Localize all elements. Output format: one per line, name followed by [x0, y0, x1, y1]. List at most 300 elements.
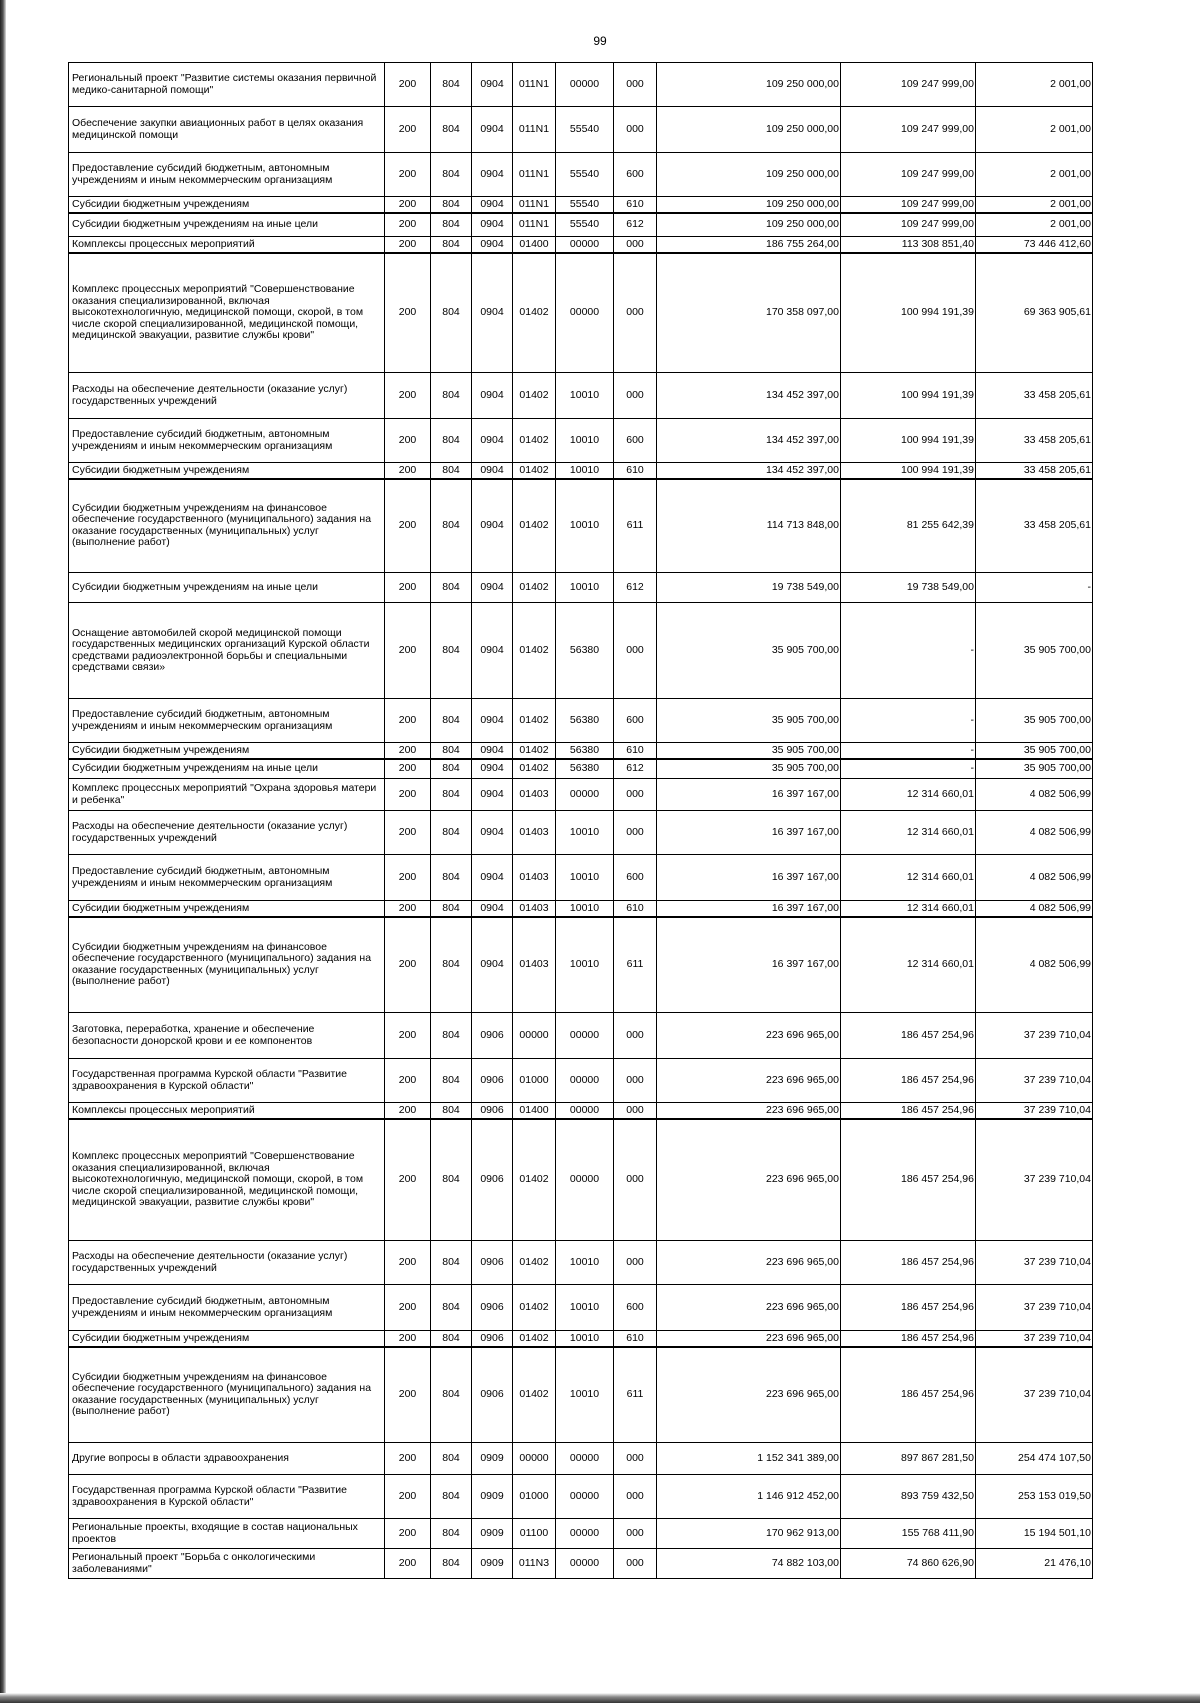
grbs-code-cell: 804: [431, 811, 472, 855]
executed-amount-cell: -: [841, 743, 976, 759]
grbs-code-cell: 804: [431, 1059, 472, 1103]
planned-amount-cell: 223 696 965,00: [657, 1285, 841, 1331]
planned-amount-cell: 109 250 000,00: [657, 63, 841, 107]
section-code-cell: 0906: [472, 1119, 513, 1241]
direction-code-cell: 55540: [556, 153, 614, 197]
grbs-code-cell: 804: [431, 1475, 472, 1519]
planned-amount-cell: 16 397 167,00: [657, 811, 841, 855]
expense-type-cell: 000: [614, 1475, 657, 1519]
row-name-cell: Государственная программа Курской области "Развитие здравоохранения в Курской области": [69, 1475, 385, 1519]
direction-code-cell: 55540: [556, 197, 614, 213]
executed-amount-cell: 12 314 660,01: [841, 779, 976, 811]
table-row: [69, 1059, 1093, 1103]
table-row: [69, 479, 1093, 573]
table-row: [69, 573, 1093, 603]
admin-code-cell: 200: [385, 811, 431, 855]
expense-type-cell: 000: [614, 1519, 657, 1549]
admin-code-cell: 200: [385, 107, 431, 153]
table-row: [69, 1103, 1093, 1119]
grbs-code-cell: 804: [431, 1119, 472, 1241]
direction-code-cell: 10010: [556, 373, 614, 419]
executed-amount-cell: 113 308 851,40: [841, 237, 976, 253]
grbs-code-cell: 804: [431, 237, 472, 253]
program-code-cell: 01402: [513, 573, 556, 603]
grbs-code-cell: 804: [431, 1519, 472, 1549]
grbs-code-cell: 804: [431, 603, 472, 699]
admin-code-cell: 200: [385, 1059, 431, 1103]
planned-amount-cell: 223 696 965,00: [657, 1119, 841, 1241]
table-row: [69, 1443, 1093, 1475]
admin-code-cell: 200: [385, 603, 431, 699]
row-name-cell: Субсидии бюджетным учреждениям: [69, 743, 385, 759]
grbs-code-cell: 804: [431, 917, 472, 1013]
section-code-cell: 0904: [472, 901, 513, 917]
expense-type-cell: 000: [614, 1059, 657, 1103]
direction-code-cell: 10010: [556, 1331, 614, 1347]
program-code-cell: 011N1: [513, 63, 556, 107]
direction-code-cell: 10010: [556, 917, 614, 1013]
expense-type-cell: 610: [614, 463, 657, 479]
table-row: [69, 779, 1093, 811]
grbs-code-cell: 804: [431, 573, 472, 603]
direction-code-cell: 55540: [556, 213, 614, 237]
row-name-cell: Расходы на обеспечение деятельности (оказание услуг) государственных учреждений: [69, 1241, 385, 1285]
remaining-amount-cell: 35 905 700,00: [976, 759, 1093, 779]
executed-amount-cell: 893 759 432,50: [841, 1475, 976, 1519]
section-code-cell: 0904: [472, 917, 513, 1013]
direction-code-cell: 10010: [556, 855, 614, 901]
expense-type-cell: 611: [614, 917, 657, 1013]
direction-code-cell: 00000: [556, 253, 614, 373]
admin-code-cell: 200: [385, 779, 431, 811]
program-code-cell: 01402: [513, 603, 556, 699]
scan-edge-left: [0, 0, 6, 1703]
direction-code-cell: 10010: [556, 573, 614, 603]
section-code-cell: 0904: [472, 855, 513, 901]
direction-code-cell: 10010: [556, 901, 614, 917]
budget-table: [68, 62, 1093, 1579]
section-code-cell: 0906: [472, 1013, 513, 1059]
grbs-code-cell: 804: [431, 1347, 472, 1443]
table-row: [69, 237, 1093, 253]
program-code-cell: 01402: [513, 743, 556, 759]
expense-type-cell: 000: [614, 603, 657, 699]
executed-amount-cell: 12 314 660,01: [841, 855, 976, 901]
grbs-code-cell: 804: [431, 373, 472, 419]
program-code-cell: 01400: [513, 1103, 556, 1119]
admin-code-cell: 200: [385, 1331, 431, 1347]
row-name-cell: Субсидии бюджетным учреждениям: [69, 197, 385, 213]
expense-type-cell: 600: [614, 419, 657, 463]
remaining-amount-cell: 37 239 710,04: [976, 1347, 1093, 1443]
table-row: [69, 253, 1093, 373]
program-code-cell: 01402: [513, 1241, 556, 1285]
direction-code-cell: 56380: [556, 699, 614, 743]
remaining-amount-cell: 2 001,00: [976, 107, 1093, 153]
remaining-amount-cell: 33 458 205,61: [976, 373, 1093, 419]
planned-amount-cell: 16 397 167,00: [657, 855, 841, 901]
expense-type-cell: 000: [614, 253, 657, 373]
program-code-cell: 01400: [513, 237, 556, 253]
program-code-cell: 011N1: [513, 107, 556, 153]
executed-amount-cell: 19 738 549,00: [841, 573, 976, 603]
remaining-amount-cell: 37 239 710,04: [976, 1241, 1093, 1285]
table-row: [69, 901, 1093, 917]
section-code-cell: 0906: [472, 1347, 513, 1443]
expense-type-cell: 612: [614, 573, 657, 603]
grbs-code-cell: 804: [431, 479, 472, 573]
expense-type-cell: 600: [614, 855, 657, 901]
row-name-cell: Субсидии бюджетным учреждениям на финансовое обеспечение государственного (муниципального) задания на оказание государственных (муниципальных) услуг (выполнение работ): [69, 1347, 385, 1443]
row-name-cell: Региональный проект "Развитие системы оказания первичной медико-санитарной помощи": [69, 63, 385, 107]
grbs-code-cell: 804: [431, 107, 472, 153]
remaining-amount-cell: 37 239 710,04: [976, 1013, 1093, 1059]
planned-amount-cell: 223 696 965,00: [657, 1103, 841, 1119]
program-code-cell: 01100: [513, 1519, 556, 1549]
expense-type-cell: 000: [614, 1241, 657, 1285]
executed-amount-cell: 186 457 254,96: [841, 1013, 976, 1059]
expense-type-cell: 000: [614, 811, 657, 855]
section-code-cell: 0906: [472, 1059, 513, 1103]
remaining-amount-cell: 33 458 205,61: [976, 463, 1093, 479]
row-name-cell: Предоставление субсидий бюджетным, автономным учреждениям и иным некоммерческим организациям: [69, 153, 385, 197]
row-name-cell: Комплексы процессных мероприятий: [69, 237, 385, 253]
planned-amount-cell: 1 146 912 452,00: [657, 1475, 841, 1519]
row-name-cell: Другие вопросы в области здравоохранения: [69, 1443, 385, 1475]
admin-code-cell: 200: [385, 1475, 431, 1519]
executed-amount-cell: 100 994 191,39: [841, 419, 976, 463]
admin-code-cell: 200: [385, 1285, 431, 1331]
grbs-code-cell: 804: [431, 63, 472, 107]
executed-amount-cell: 186 457 254,96: [841, 1059, 976, 1103]
section-code-cell: 0904: [472, 759, 513, 779]
program-code-cell: 01000: [513, 1059, 556, 1103]
direction-code-cell: 10010: [556, 811, 614, 855]
admin-code-cell: 200: [385, 153, 431, 197]
table-row: [69, 759, 1093, 779]
admin-code-cell: 200: [385, 479, 431, 573]
planned-amount-cell: 19 738 549,00: [657, 573, 841, 603]
section-code-cell: 0904: [472, 253, 513, 373]
program-code-cell: 011N1: [513, 197, 556, 213]
grbs-code-cell: 804: [431, 699, 472, 743]
expense-type-cell: 000: [614, 1443, 657, 1475]
planned-amount-cell: 223 696 965,00: [657, 1347, 841, 1443]
admin-code-cell: 200: [385, 419, 431, 463]
table-row: [69, 419, 1093, 463]
expense-type-cell: 000: [614, 779, 657, 811]
section-code-cell: 0909: [472, 1549, 513, 1579]
remaining-amount-cell: 4 082 506,99: [976, 811, 1093, 855]
grbs-code-cell: 804: [431, 213, 472, 237]
remaining-amount-cell: 37 239 710,04: [976, 1103, 1093, 1119]
grbs-code-cell: 804: [431, 1443, 472, 1475]
table-row: [69, 743, 1093, 759]
expense-type-cell: 000: [614, 63, 657, 107]
admin-code-cell: 200: [385, 759, 431, 779]
executed-amount-cell: 12 314 660,01: [841, 917, 976, 1013]
row-name-cell: Субсидии бюджетным учреждениям на иные цели: [69, 759, 385, 779]
grbs-code-cell: 804: [431, 253, 472, 373]
section-code-cell: 0904: [472, 603, 513, 699]
section-code-cell: 0904: [472, 699, 513, 743]
row-name-cell: Государственная программа Курской области "Развитие здравоохранения в Курской области": [69, 1059, 385, 1103]
program-code-cell: 01402: [513, 1331, 556, 1347]
executed-amount-cell: 109 247 999,00: [841, 213, 976, 237]
admin-code-cell: 200: [385, 1013, 431, 1059]
executed-amount-cell: 109 247 999,00: [841, 153, 976, 197]
direction-code-cell: 00000: [556, 1119, 614, 1241]
remaining-amount-cell: 33 458 205,61: [976, 479, 1093, 573]
expense-type-cell: 600: [614, 699, 657, 743]
expense-type-cell: 000: [614, 237, 657, 253]
direction-code-cell: 00000: [556, 779, 614, 811]
executed-amount-cell: -: [841, 603, 976, 699]
section-code-cell: 0906: [472, 1285, 513, 1331]
executed-amount-cell: 186 457 254,96: [841, 1119, 976, 1241]
section-code-cell: 0904: [472, 373, 513, 419]
row-name-cell: Субсидии бюджетным учреждениям: [69, 463, 385, 479]
expense-type-cell: 000: [614, 373, 657, 419]
grbs-code-cell: 804: [431, 197, 472, 213]
planned-amount-cell: 170 358 097,00: [657, 253, 841, 373]
planned-amount-cell: 134 452 397,00: [657, 463, 841, 479]
program-code-cell: 01000: [513, 1475, 556, 1519]
grbs-code-cell: 804: [431, 1285, 472, 1331]
row-name-cell: Оснащение автомобилей скорой медицинской помощи государственных медицинских организаций Курской области средствами радиоэлектронной борьбы и специальными средствами связи»: [69, 603, 385, 699]
section-code-cell: 0906: [472, 1241, 513, 1285]
row-name-cell: Комплекс процессных мероприятий "Совершенствование оказания специализированной, включая высокотехнологичную, медицинской помощи, скорой, в том числе скорой специализированной, медицинской помощи, медицинской эвакуации, развитие службы крови": [69, 253, 385, 373]
executed-amount-cell: 12 314 660,01: [841, 811, 976, 855]
row-name-cell: Расходы на обеспечение деятельности (оказание услуг) государственных учреждений: [69, 811, 385, 855]
expense-type-cell: 000: [614, 1119, 657, 1241]
remaining-amount-cell: 33 458 205,61: [976, 419, 1093, 463]
admin-code-cell: 200: [385, 373, 431, 419]
expense-type-cell: 000: [614, 1013, 657, 1059]
admin-code-cell: 200: [385, 1119, 431, 1241]
direction-code-cell: 56380: [556, 759, 614, 779]
admin-code-cell: 200: [385, 699, 431, 743]
direction-code-cell: 56380: [556, 743, 614, 759]
row-name-cell: Региональные проекты, входящие в состав национальных проектов: [69, 1519, 385, 1549]
table-row: [69, 63, 1093, 107]
remaining-amount-cell: 37 239 710,04: [976, 1119, 1093, 1241]
grbs-code-cell: 804: [431, 1103, 472, 1119]
expense-type-cell: 611: [614, 479, 657, 573]
section-code-cell: 0904: [472, 197, 513, 213]
executed-amount-cell: 186 457 254,96: [841, 1103, 976, 1119]
direction-code-cell: 00000: [556, 1475, 614, 1519]
row-name-cell: Субсидии бюджетным учреждениям: [69, 901, 385, 917]
direction-code-cell: 10010: [556, 479, 614, 573]
table-row: [69, 699, 1093, 743]
admin-code-cell: 200: [385, 855, 431, 901]
grbs-code-cell: 804: [431, 1549, 472, 1579]
expense-type-cell: 612: [614, 213, 657, 237]
program-code-cell: 01403: [513, 855, 556, 901]
direction-code-cell: 00000: [556, 237, 614, 253]
program-code-cell: 01402: [513, 479, 556, 573]
table-row: [69, 1347, 1093, 1443]
direction-code-cell: 56380: [556, 603, 614, 699]
row-name-cell: Субсидии бюджетным учреждениям на финансовое обеспечение государственного (муниципального) задания на оказание государственных (муниципальных) услуг (выполнение работ): [69, 917, 385, 1013]
executed-amount-cell: 81 255 642,39: [841, 479, 976, 573]
executed-amount-cell: 74 860 626,90: [841, 1549, 976, 1579]
planned-amount-cell: 35 905 700,00: [657, 759, 841, 779]
executed-amount-cell: 109 247 999,00: [841, 63, 976, 107]
section-code-cell: 0904: [472, 107, 513, 153]
direction-code-cell: 10010: [556, 1347, 614, 1443]
program-code-cell: 01403: [513, 811, 556, 855]
remaining-amount-cell: 4 082 506,99: [976, 855, 1093, 901]
direction-code-cell: 00000: [556, 1549, 614, 1579]
row-name-cell: Заготовка, переработка, хранение и обеспечение безопасности донорской крови и ее компонентов: [69, 1013, 385, 1059]
table-row: [69, 1475, 1093, 1519]
admin-code-cell: 200: [385, 1443, 431, 1475]
direction-code-cell: 00000: [556, 63, 614, 107]
program-code-cell: 01403: [513, 901, 556, 917]
program-code-cell: 01402: [513, 1347, 556, 1443]
page-number: 99: [593, 34, 607, 48]
grbs-code-cell: 804: [431, 463, 472, 479]
section-code-cell: 0904: [472, 779, 513, 811]
expense-type-cell: 610: [614, 1331, 657, 1347]
admin-code-cell: 200: [385, 1103, 431, 1119]
planned-amount-cell: 223 696 965,00: [657, 1241, 841, 1285]
program-code-cell: 01402: [513, 373, 556, 419]
table-row: [69, 917, 1093, 1013]
direction-code-cell: 10010: [556, 1285, 614, 1331]
planned-amount-cell: 223 696 965,00: [657, 1331, 841, 1347]
admin-code-cell: 200: [385, 743, 431, 759]
expense-type-cell: 000: [614, 1103, 657, 1119]
table-row: [69, 1013, 1093, 1059]
direction-code-cell: 00000: [556, 1059, 614, 1103]
planned-amount-cell: 109 250 000,00: [657, 153, 841, 197]
planned-amount-cell: 35 905 700,00: [657, 743, 841, 759]
planned-amount-cell: 134 452 397,00: [657, 373, 841, 419]
remaining-amount-cell: 35 905 700,00: [976, 743, 1093, 759]
program-code-cell: 01403: [513, 779, 556, 811]
expense-type-cell: 610: [614, 901, 657, 917]
row-name-cell: Предоставление субсидий бюджетным, автономным учреждениям и иным некоммерческим организациям: [69, 855, 385, 901]
remaining-amount-cell: 15 194 501,10: [976, 1519, 1093, 1549]
admin-code-cell: 200: [385, 237, 431, 253]
planned-amount-cell: 109 250 000,00: [657, 107, 841, 153]
planned-amount-cell: 223 696 965,00: [657, 1059, 841, 1103]
table-row: [69, 1331, 1093, 1347]
program-code-cell: 01403: [513, 917, 556, 1013]
expense-type-cell: 612: [614, 759, 657, 779]
expense-type-cell: 600: [614, 153, 657, 197]
planned-amount-cell: 170 962 913,00: [657, 1519, 841, 1549]
admin-code-cell: 200: [385, 1549, 431, 1579]
section-code-cell: 0906: [472, 1331, 513, 1347]
direction-code-cell: 55540: [556, 107, 614, 153]
section-code-cell: 0904: [472, 237, 513, 253]
executed-amount-cell: 12 314 660,01: [841, 901, 976, 917]
table-row: [69, 1241, 1093, 1285]
program-code-cell: 01402: [513, 419, 556, 463]
row-name-cell: Региональный проект "Борьба с онкологическими заболеваниями": [69, 1549, 385, 1579]
executed-amount-cell: 186 457 254,96: [841, 1241, 976, 1285]
expense-type-cell: 000: [614, 107, 657, 153]
remaining-amount-cell: 2 001,00: [976, 63, 1093, 107]
direction-code-cell: 00000: [556, 1519, 614, 1549]
admin-code-cell: 200: [385, 917, 431, 1013]
remaining-amount-cell: 73 446 412,60: [976, 237, 1093, 253]
row-name-cell: Комплекс процессных мероприятий "Охрана здоровья матери и ребенка": [69, 779, 385, 811]
remaining-amount-cell: 35 905 700,00: [976, 699, 1093, 743]
remaining-amount-cell: 4 082 506,99: [976, 901, 1093, 917]
planned-amount-cell: 74 882 103,00: [657, 1549, 841, 1579]
table-row: [69, 197, 1093, 213]
program-code-cell: 01402: [513, 1285, 556, 1331]
executed-amount-cell: 109 247 999,00: [841, 197, 976, 213]
table-row: [69, 463, 1093, 479]
section-code-cell: 0904: [472, 419, 513, 463]
executed-amount-cell: 186 457 254,96: [841, 1347, 976, 1443]
executed-amount-cell: -: [841, 759, 976, 779]
remaining-amount-cell: 2 001,00: [976, 153, 1093, 197]
direction-code-cell: 10010: [556, 419, 614, 463]
program-code-cell: 011N1: [513, 153, 556, 197]
remaining-amount-cell: 21 476,10: [976, 1549, 1093, 1579]
grbs-code-cell: 804: [431, 779, 472, 811]
table-row: [69, 373, 1093, 419]
grbs-code-cell: 804: [431, 419, 472, 463]
row-name-cell: Субсидии бюджетным учреждениям на иные цели: [69, 213, 385, 237]
row-name-cell: Комплексы процессных мероприятий: [69, 1103, 385, 1119]
section-code-cell: 0904: [472, 213, 513, 237]
planned-amount-cell: 223 696 965,00: [657, 1013, 841, 1059]
table-row: [69, 1549, 1093, 1579]
table-row: [69, 811, 1093, 855]
section-code-cell: 0904: [472, 63, 513, 107]
section-code-cell: 0904: [472, 463, 513, 479]
remaining-amount-cell: 4 082 506,99: [976, 779, 1093, 811]
section-code-cell: 0904: [472, 743, 513, 759]
planned-amount-cell: 109 250 000,00: [657, 197, 841, 213]
row-name-cell: Комплекс процессных мероприятий "Совершенствование оказания специализированной, включая высокотехнологичную, медицинской помощи, скорой, в том числе скорой специализированной, медицинской помощи, медицинской эвакуации, развитие службы крови": [69, 1119, 385, 1241]
expense-type-cell: 610: [614, 197, 657, 213]
remaining-amount-cell: 37 239 710,04: [976, 1285, 1093, 1331]
program-code-cell: 00000: [513, 1443, 556, 1475]
grbs-code-cell: 804: [431, 1331, 472, 1347]
expense-type-cell: 000: [614, 1549, 657, 1579]
admin-code-cell: 200: [385, 901, 431, 917]
planned-amount-cell: 35 905 700,00: [657, 699, 841, 743]
planned-amount-cell: 16 397 167,00: [657, 917, 841, 1013]
planned-amount-cell: 1 152 341 389,00: [657, 1443, 841, 1475]
program-code-cell: 01402: [513, 759, 556, 779]
scan-edge-bottom: [0, 1693, 1200, 1703]
program-code-cell: 011N3: [513, 1549, 556, 1579]
section-code-cell: 0904: [472, 811, 513, 855]
admin-code-cell: 200: [385, 1241, 431, 1285]
direction-code-cell: 00000: [556, 1013, 614, 1059]
program-code-cell: 00000: [513, 1013, 556, 1059]
row-name-cell: Предоставление субсидий бюджетным, автономным учреждениям и иным некоммерческим организациям: [69, 1285, 385, 1331]
table-row: [69, 1519, 1093, 1549]
remaining-amount-cell: 37 239 710,04: [976, 1059, 1093, 1103]
admin-code-cell: 200: [385, 253, 431, 373]
grbs-code-cell: 804: [431, 901, 472, 917]
section-code-cell: 0906: [472, 1103, 513, 1119]
section-code-cell: 0904: [472, 153, 513, 197]
admin-code-cell: 200: [385, 1519, 431, 1549]
program-code-cell: 01402: [513, 699, 556, 743]
